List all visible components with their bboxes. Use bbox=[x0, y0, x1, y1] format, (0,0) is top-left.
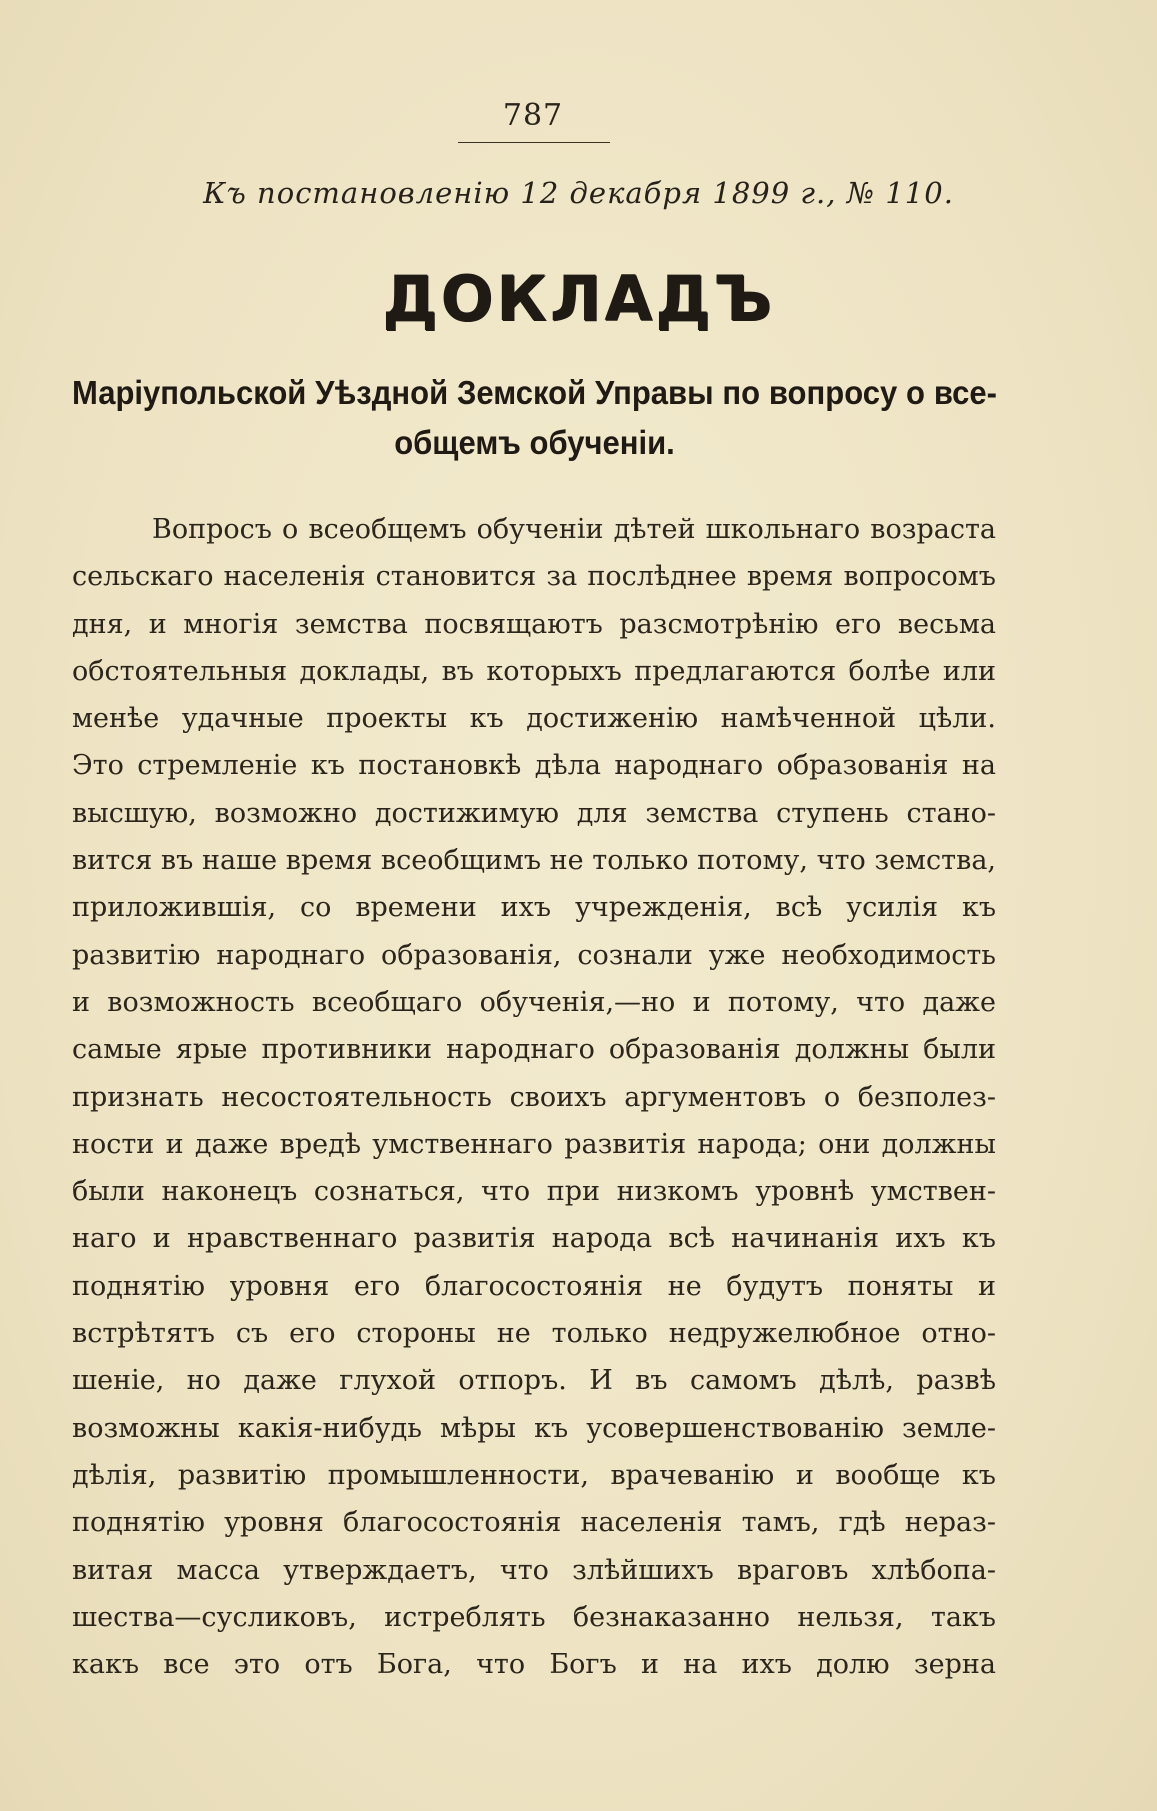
body-line: сельскаго населенія становится за послѣднее время вопросомъ bbox=[72, 561, 996, 593]
body-line: Это стремленіе къ постановкѣ дѣла народнаго образованія на bbox=[72, 750, 996, 782]
body-line: дня, и многія земства посвящаютъ разсмотрѣнію его весьма bbox=[72, 608, 996, 640]
body-line: возможны какія-нибудь мѣры къ усовершенствованію земле- bbox=[72, 1412, 996, 1444]
body-text bbox=[72, 506, 996, 1688]
body-line: поднятію уровня его благосостоянія не будутъ поняты и bbox=[72, 1270, 996, 1302]
body-line: наго и нравственнаго развитія народа всѣ начинанія ихъ къ bbox=[72, 1223, 996, 1255]
body-line: шеніе, но даже глухой отпоръ. И въ самомъ дѣлѣ, развѣ bbox=[72, 1365, 996, 1397]
body-line: обстоятельныя доклады, въ которыхъ предлагаются болѣе или bbox=[72, 655, 996, 687]
body-line: ности и даже вредѣ умственнаго развитія народа; они должны bbox=[72, 1128, 996, 1160]
body-line: вится въ наше время всеобщимъ не только потому, что земства, bbox=[72, 845, 996, 877]
body-line: шества—сусликовъ, истреблять безнаказанно нельзя, такъ bbox=[72, 1601, 996, 1633]
body-line: дѣлія, развитію промышленности, врачеванію и вообще къ bbox=[72, 1459, 996, 1491]
page-number-rule bbox=[458, 142, 610, 143]
body-line: и возможность всеобщаго обученія,—но и потому, что даже bbox=[72, 986, 996, 1018]
body-line: развитію народнаго образованія, сознали уже необходимость bbox=[72, 939, 996, 971]
body-line: менѣе удачные проекты къ достиженію намѣченной цѣли. bbox=[72, 703, 996, 735]
page-number: 787 bbox=[502, 98, 564, 133]
body-line: признать несостоятельность своихъ аргументовъ о безполез- bbox=[72, 1081, 996, 1113]
body-line: встрѣтятъ съ его стороны не только недружелюбное отно- bbox=[72, 1318, 996, 1350]
document-subtitle: Маріупольской Уѣздной Земской Управы по вопросу о все-общемъ обученіи. bbox=[72, 374, 997, 461]
body-line: были наконецъ сознаться, что при низкомъ уровнѣ умствен- bbox=[72, 1176, 996, 1208]
body-line: какъ все это отъ Бога, что Богъ и на ихъ долю зерна bbox=[72, 1649, 996, 1681]
body-line: самые ярые противники народнаго образованія должны были bbox=[72, 1034, 996, 1066]
body-line: витая масса утверждаетъ, что злѣйшихъ враговъ хлѣбопа- bbox=[72, 1554, 996, 1586]
resolution-reference: Къ постановленію 12 декабря 1899 г., № 110. bbox=[203, 176, 954, 210]
body-line: Вопросъ о всеобщемъ обученіи дѣтей школьнаго возраста bbox=[152, 514, 996, 545]
document-heading: ДОКЛАДЪ bbox=[382, 262, 775, 335]
body-line: приложившія, со времени ихъ учрежденія, всѣ усилія къ bbox=[72, 892, 996, 924]
body-line: поднятію уровня благосостоянія населенія тамъ, гдѣ нераз- bbox=[72, 1507, 996, 1539]
body-line: высшую, возможно достижимую для земства ступень стано- bbox=[72, 797, 996, 829]
